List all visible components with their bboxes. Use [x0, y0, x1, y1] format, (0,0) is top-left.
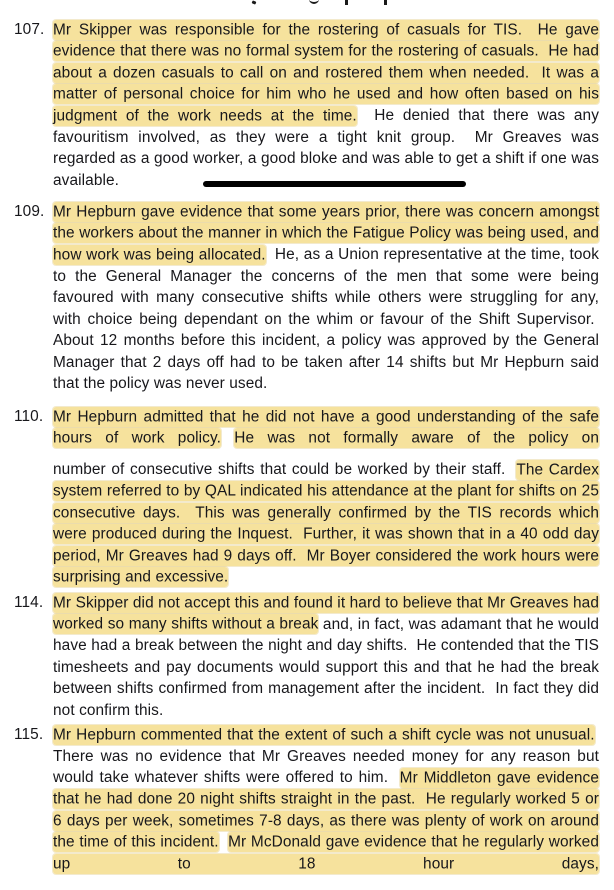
paragraph-text	[53, 19, 599, 191]
text-segment	[221, 430, 234, 447]
cropped-glyph-mark	[252, 0, 257, 4]
highlighted-text-segment: Mr McDonald gave evidence that he regularly worked up to 18 hour days,	[53, 833, 599, 872]
highlighted-text-segment: Mr Skipper did not accept this and found it hard to believe that Mr Greaves had worked so many shifts without a break	[53, 594, 599, 633]
redaction-bar	[203, 181, 466, 187]
text-segment: He, as a Union representative at the time, took to the General Manager the concerns of the men that some were being favoured with many consecutive shifts while others were struggling for any, with choice being dependant on the whim or favour of the Shift Supervisor. About 12 months before this incident, a policy was approved by the General Manager that 2 days off had to be taken after 14 shifts but Mr Hepburn said that the policy was never used.	[53, 246, 599, 392]
paragraph-number: 109.	[14, 203, 45, 220]
paragraph	[0, 19, 614, 191]
paragraph	[0, 201, 614, 395]
paragraph-number: 114.	[14, 594, 44, 611]
cropped-glyph-mark	[309, 0, 319, 4]
text-segment: There was no evidence that Mr Greaves needed money for any reason but would take whatever shifts were offered to him.	[53, 726, 599, 786]
cropped-glyph-mark	[345, 0, 348, 5]
cut-off-text-fragment	[0, 0, 614, 8]
paragraph	[0, 406, 614, 449]
paragraph-text	[53, 406, 599, 449]
highlighted-text-segment: Mr Middleton gave evidence that he had done 20 night shifts straight in the past. He regularly worked 5 or 6 days per week, sometimes 7-8 days, as there was plenty of work on around the time of this incident.	[53, 769, 599, 851]
highlighted-text-segment: Mr Hepburn commented that the extent of such a shift cycle was not unusual.	[53, 726, 595, 743]
highlighted-text-segment: The Cardex system referred to by QAL indicated his attendance at the plant for shifts on 25 consecutive days. This was generally confirmed by the TIS records which were produced during the Inquest. Further, it was shown that in a 40 odd day period, Mr Greaves had 9 days off. Mr Boyer considered the work hours were surprising and excessive.	[53, 461, 599, 586]
text-segment	[219, 834, 228, 851]
paragraph	[0, 459, 614, 588]
highlighted-text-segment: Mr Hepburn admitted that he did not have a good understanding of the safe hours of work policy.	[53, 408, 599, 447]
paragraph-number: 107.	[14, 21, 45, 38]
cropped-glyph-mark	[384, 0, 387, 5]
highlighted-text-segment: He was not formally aware of the policy on	[234, 429, 599, 447]
paragraph-text	[53, 724, 599, 875]
text-segment: He denied that there was any favouritism involved, as they were a tight knit group. Mr Greaves was regarded as a good worker, a good bloke and was able to get a shift if one was available.	[53, 107, 599, 189]
text-segment: number of consecutive shifts that could be worked by their staff.	[53, 461, 517, 478]
paragraph-number: 110.	[14, 408, 44, 425]
highlighted-text-segment: Mr Skipper was responsible for the rostering of casuals for TIS. He gave evidence that there was no formal system for the rostering of casuals. He had about a dozen casuals to call on and rostered them when needed. It was a matter of personal choice for him who he used and how often based on his judgment of the work needs at the time.	[53, 21, 599, 124]
paragraph-number: 115.	[14, 726, 44, 743]
paragraph	[0, 724, 614, 875]
highlighted-text-segment: Mr Hepburn gave evidence that some years prior, there was concern amongst the workers about the manner in which the Fatigue Policy was being used, and how work was being allocated.	[53, 203, 599, 263]
paragraph-text	[53, 592, 599, 721]
paragraph-text	[53, 201, 599, 395]
paragraph-text	[53, 459, 599, 588]
paragraph	[0, 592, 614, 721]
text-segment: and, in fact, was adamant that he would have had a break between the night and day shifts. He contended that the TIS timesheets and pay documents would support this and that he had the break between shifts confirmed from management after the incident. In fact they did not confirm this.	[53, 615, 599, 719]
